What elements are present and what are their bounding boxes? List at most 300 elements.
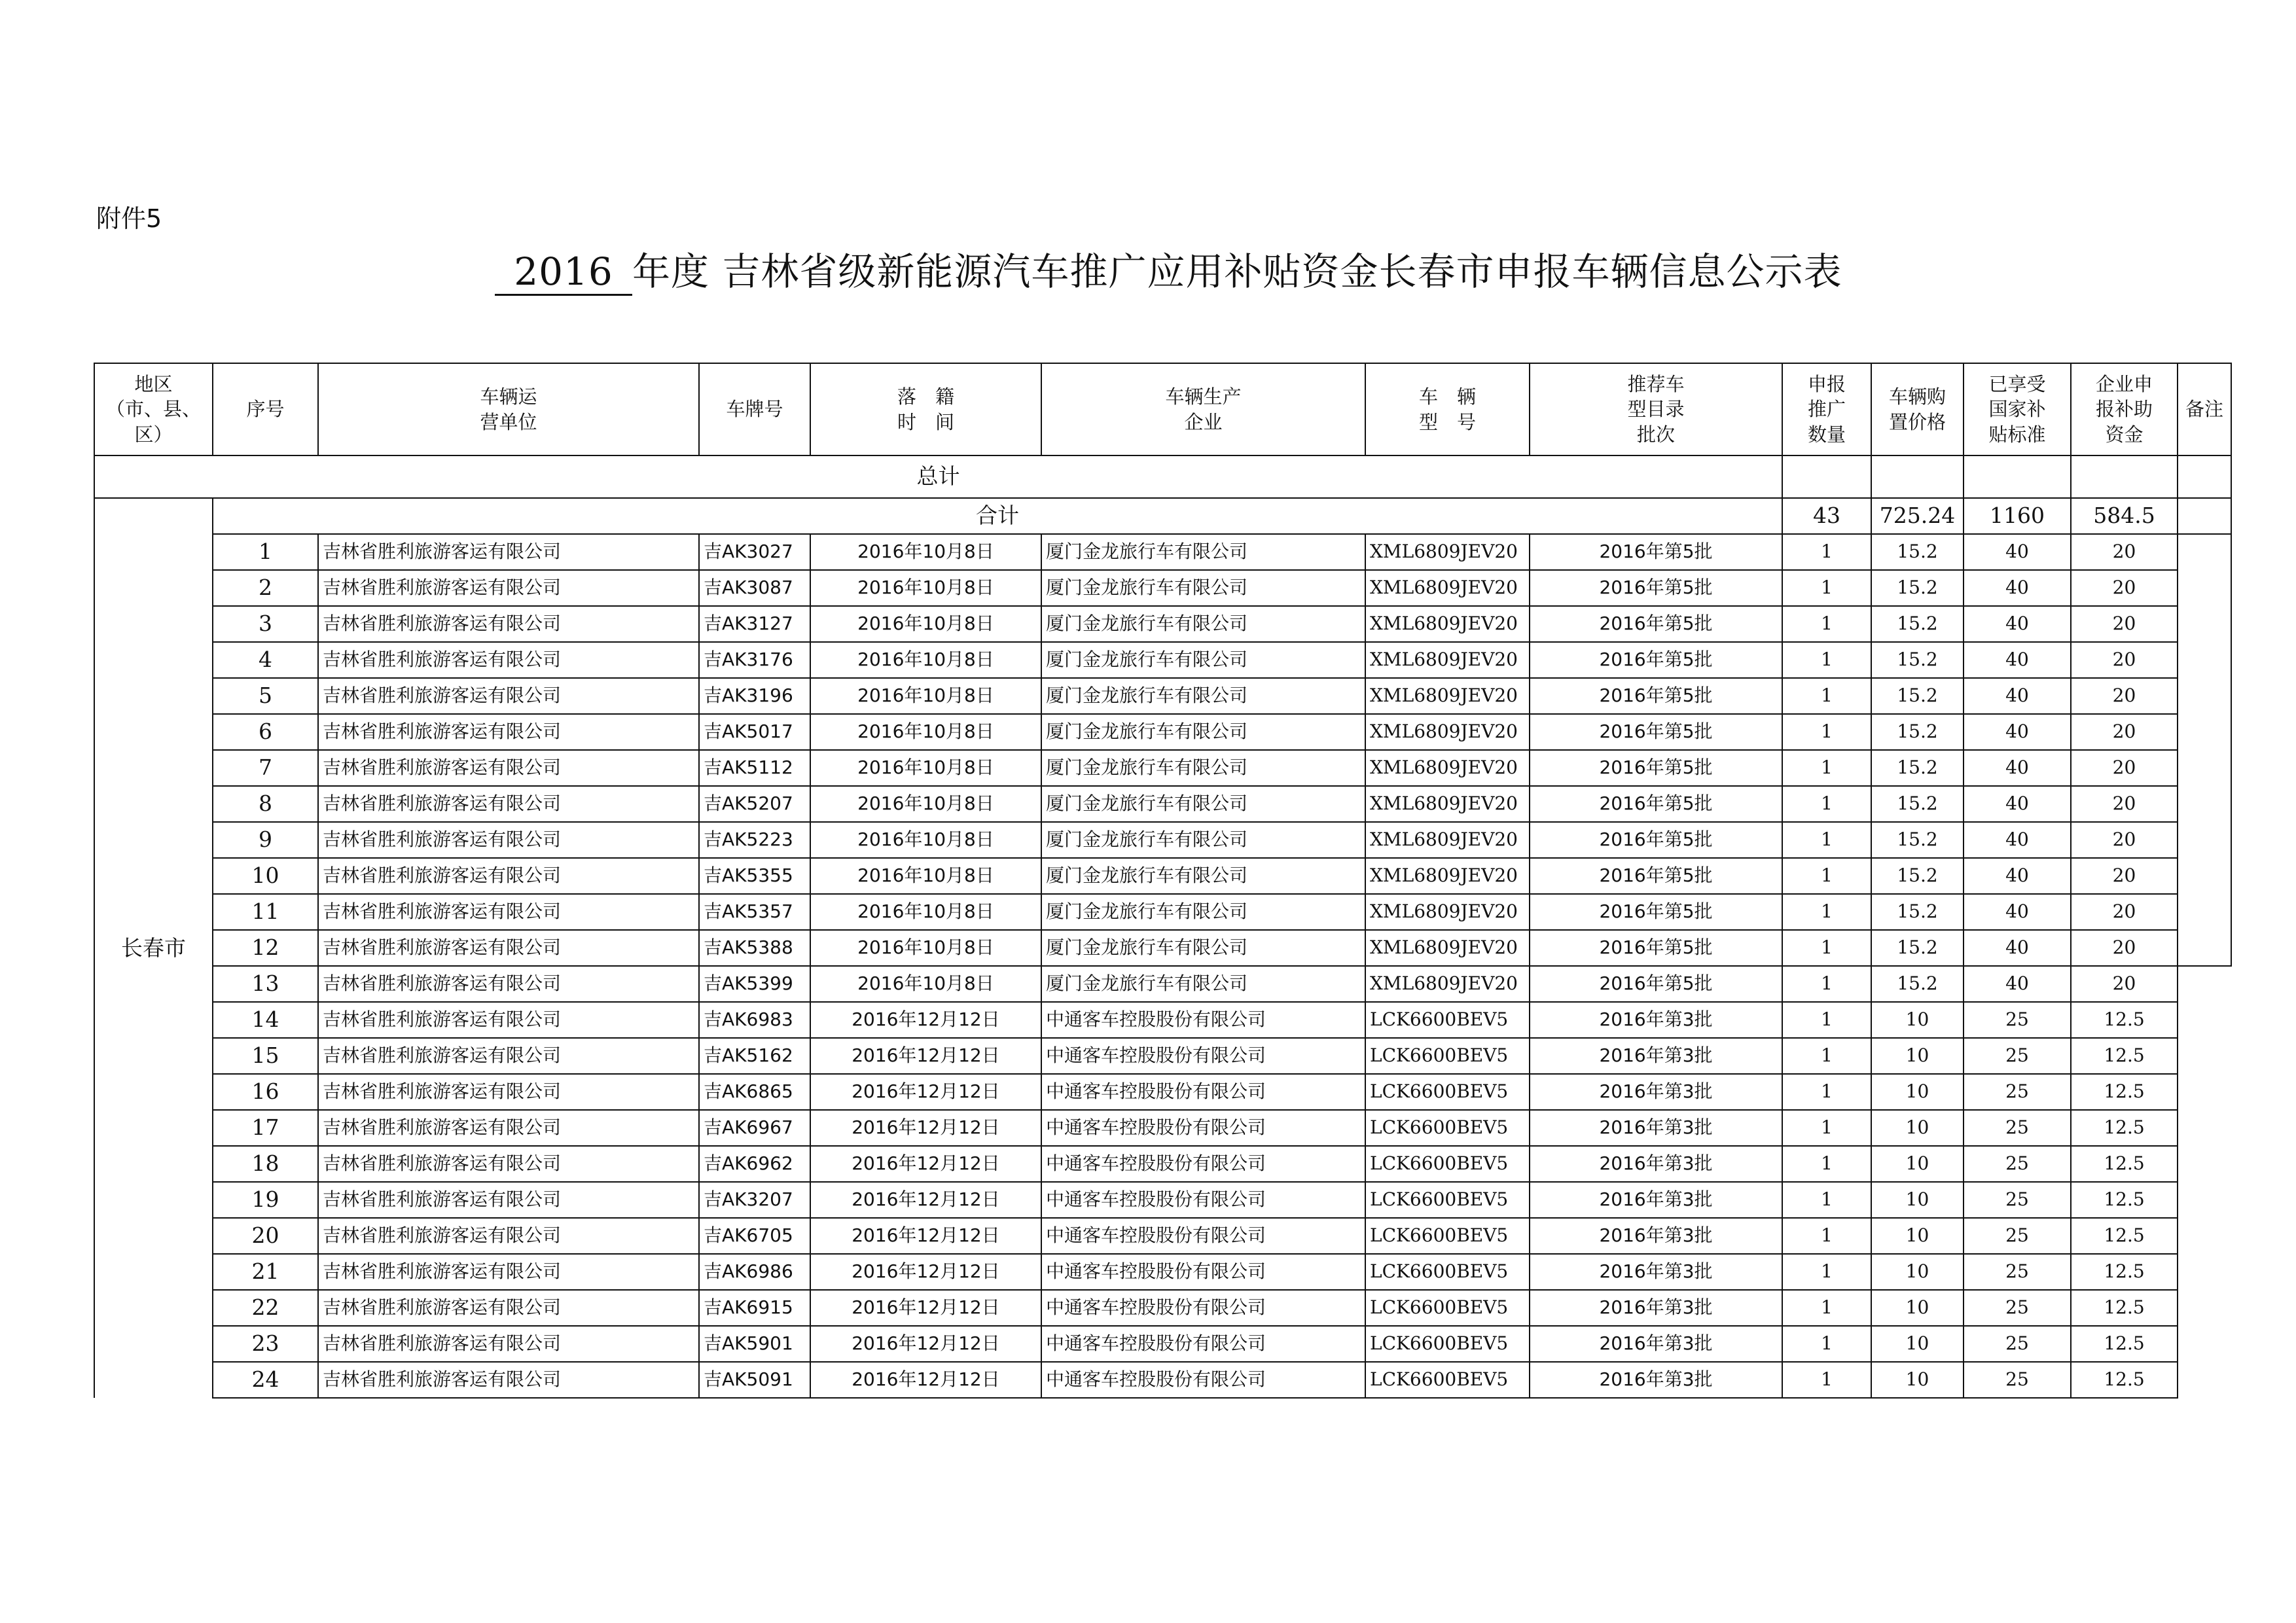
operator-cell: 吉林省胜利旅游客运有限公司 — [318, 786, 699, 822]
header-quantity: 申报 推广 数量 — [1782, 363, 1871, 455]
operator-cell: 吉林省胜利旅游客运有限公司 — [318, 1290, 699, 1326]
registration-date-cell: 2016年12月12日 — [810, 1110, 1041, 1146]
table-row — [94, 714, 2231, 750]
catalog-batch-cell: 2016年第5批 — [1530, 678, 1782, 714]
quantity-cell: 1 — [1782, 822, 1871, 858]
manufacturer-cell: 中通客车控股股份有限公司 — [1041, 1218, 1365, 1254]
registration-date-cell: 2016年10月8日 — [810, 858, 1041, 894]
subtotal-provincial-subsidy: 584.5 — [2071, 498, 2178, 534]
model-cell: XML6809JEV20 — [1365, 642, 1530, 678]
national-subsidy-cell: 40 — [1964, 786, 2071, 822]
seq-cell: 21 — [213, 1254, 318, 1290]
catalog-batch-cell: 2016年第5批 — [1530, 606, 1782, 642]
operator-cell: 吉林省胜利旅游客运有限公司 — [318, 570, 699, 606]
subtotal-quantity: 43 — [1782, 498, 1871, 534]
registration-date-cell: 2016年12月12日 — [810, 1290, 1041, 1326]
plate-cell: 吉AK5355 — [699, 858, 810, 894]
registration-date-cell: 2016年12月12日 — [810, 1362, 1041, 1398]
model-cell: XML6809JEV20 — [1365, 822, 1530, 858]
national-subsidy-cell: 25 — [1964, 1038, 2071, 1074]
region-cell: 长春市 — [94, 498, 213, 1398]
seq-cell: 10 — [213, 858, 318, 894]
catalog-batch-cell: 2016年第3批 — [1530, 1362, 1782, 1398]
operator-cell: 吉林省胜利旅游客运有限公司 — [318, 1182, 699, 1218]
manufacturer-cell: 中通客车控股股份有限公司 — [1041, 1326, 1365, 1362]
national-subsidy-cell: 40 — [1964, 858, 2071, 894]
quantity-cell: 1 — [1782, 1002, 1871, 1038]
plate-cell: 吉AK6986 — [699, 1254, 810, 1290]
manufacturer-cell: 中通客车控股股份有限公司 — [1041, 1146, 1365, 1182]
table-row — [94, 1002, 2231, 1038]
plate-cell: 吉AK3196 — [699, 678, 810, 714]
catalog-batch-cell: 2016年第5批 — [1530, 642, 1782, 678]
price-cell: 15.2 — [1871, 570, 1964, 606]
price-cell: 15.2 — [1871, 894, 1964, 930]
price-cell: 10 — [1871, 1362, 1964, 1398]
quantity-cell: 1 — [1782, 858, 1871, 894]
table-row — [94, 786, 2231, 822]
plate-cell: 吉AK6967 — [699, 1110, 810, 1146]
price-cell: 15.2 — [1871, 966, 1964, 1002]
quantity-cell: 1 — [1782, 1290, 1871, 1326]
catalog-batch-cell: 2016年第5批 — [1530, 570, 1782, 606]
price-cell: 10 — [1871, 1002, 1964, 1038]
price-cell: 10 — [1871, 1182, 1964, 1218]
provincial-subsidy-cell: 20 — [2071, 678, 2178, 714]
national-subsidy-cell: 25 — [1964, 1254, 2071, 1290]
catalog-batch-cell: 2016年第3批 — [1530, 1326, 1782, 1362]
table-row — [94, 1290, 2231, 1326]
seq-cell: 1 — [213, 534, 318, 570]
price-cell: 15.2 — [1871, 858, 1964, 894]
seq-cell: 15 — [213, 1038, 318, 1074]
plate-cell: 吉AK5901 — [699, 1326, 810, 1362]
table-row — [94, 1182, 2231, 1218]
registration-date-cell: 2016年12月12日 — [810, 1218, 1041, 1254]
quantity-cell: 1 — [1782, 570, 1871, 606]
header-row — [94, 363, 2231, 455]
manufacturer-cell: 厦门金龙旅行车有限公司 — [1041, 966, 1365, 1002]
manufacturer-cell: 厦门金龙旅行车有限公司 — [1041, 642, 1365, 678]
table-row — [94, 1146, 2231, 1182]
registration-date-cell: 2016年10月8日 — [810, 570, 1041, 606]
seq-cell: 3 — [213, 606, 318, 642]
quantity-cell: 1 — [1782, 678, 1871, 714]
national-subsidy-cell: 40 — [1964, 606, 2071, 642]
operator-cell: 吉林省胜利旅游客运有限公司 — [318, 894, 699, 930]
table-row — [94, 606, 2231, 642]
model-cell: XML6809JEV20 — [1365, 930, 1530, 966]
model-cell: LCK6600BEV5 — [1365, 1074, 1530, 1110]
provincial-subsidy-cell: 20 — [2071, 714, 2178, 750]
catalog-batch-cell: 2016年第3批 — [1530, 1038, 1782, 1074]
model-cell: LCK6600BEV5 — [1365, 1038, 1530, 1074]
model-cell: XML6809JEV20 — [1365, 678, 1530, 714]
registration-date-cell: 2016年12月12日 — [810, 1002, 1041, 1038]
price-cell: 10 — [1871, 1290, 1964, 1326]
manufacturer-cell: 厦门金龙旅行车有限公司 — [1041, 750, 1365, 786]
plate-cell: 吉AK3127 — [699, 606, 810, 642]
model-cell: XML6809JEV20 — [1365, 858, 1530, 894]
plate-cell: 吉AK5017 — [699, 714, 810, 750]
price-cell: 10 — [1871, 1254, 1964, 1290]
seq-cell: 9 — [213, 822, 318, 858]
table-row — [94, 1110, 2231, 1146]
provincial-subsidy-cell: 12.5 — [2071, 1038, 2178, 1074]
national-subsidy-cell: 40 — [1964, 714, 2071, 750]
operator-cell: 吉林省胜利旅游客运有限公司 — [318, 1110, 699, 1146]
registration-date-cell: 2016年12月12日 — [810, 1182, 1041, 1218]
seq-cell: 24 — [213, 1362, 318, 1398]
plate-cell: 吉AK5223 — [699, 822, 810, 858]
provincial-subsidy-cell: 20 — [2071, 534, 2178, 570]
model-cell: XML6809JEV20 — [1365, 606, 1530, 642]
grand-total-label: 总计 — [94, 455, 1782, 498]
plate-cell: 吉AK5207 — [699, 786, 810, 822]
catalog-batch-cell: 2016年第5批 — [1530, 822, 1782, 858]
model-cell: LCK6600BEV5 — [1365, 1182, 1530, 1218]
national-subsidy-cell: 25 — [1964, 1362, 2071, 1398]
table-row — [94, 1038, 2231, 1074]
price-cell: 10 — [1871, 1038, 1964, 1074]
national-subsidy-cell: 25 — [1964, 1110, 2071, 1146]
model-cell: XML6809JEV20 — [1365, 714, 1530, 750]
national-subsidy-cell: 40 — [1964, 570, 2071, 606]
operator-cell: 吉林省胜利旅游客运有限公司 — [318, 1038, 699, 1074]
grand-total-quantity — [1782, 455, 1871, 498]
manufacturer-cell: 厦门金龙旅行车有限公司 — [1041, 822, 1365, 858]
price-cell: 10 — [1871, 1218, 1964, 1254]
operator-cell: 吉林省胜利旅游客运有限公司 — [318, 966, 699, 1002]
provincial-subsidy-cell: 12.5 — [2071, 1110, 2178, 1146]
header-price: 车辆购 置价格 — [1871, 363, 1964, 455]
provincial-subsidy-cell: 12.5 — [2071, 1290, 2178, 1326]
provincial-subsidy-cell: 20 — [2071, 786, 2178, 822]
header-operator: 车辆运 营单位 — [318, 363, 699, 455]
operator-cell: 吉林省胜利旅游客运有限公司 — [318, 714, 699, 750]
catalog-batch-cell: 2016年第3批 — [1530, 1002, 1782, 1038]
model-cell: LCK6600BEV5 — [1365, 1110, 1530, 1146]
seq-cell: 12 — [213, 930, 318, 966]
provincial-subsidy-cell: 20 — [2071, 822, 2178, 858]
national-subsidy-cell: 40 — [1964, 750, 2071, 786]
quantity-cell: 1 — [1782, 1182, 1871, 1218]
quantity-cell: 1 — [1782, 1110, 1871, 1146]
plate-cell: 吉AK6983 — [699, 1002, 810, 1038]
table-row — [94, 1074, 2231, 1110]
seq-cell: 14 — [213, 1002, 318, 1038]
plate-cell: 吉AK6705 — [699, 1218, 810, 1254]
provincial-subsidy-cell: 12.5 — [2071, 1254, 2178, 1290]
provincial-subsidy-cell: 12.5 — [2071, 1182, 2178, 1218]
price-cell: 10 — [1871, 1074, 1964, 1110]
quantity-cell: 1 — [1782, 1074, 1871, 1110]
plate-cell: 吉AK5162 — [699, 1038, 810, 1074]
subtotal-price: 725.24 — [1871, 498, 1964, 534]
catalog-batch-cell: 2016年第5批 — [1530, 714, 1782, 750]
header-plate: 车牌号 — [699, 363, 810, 455]
quantity-cell: 1 — [1782, 714, 1871, 750]
quantity-cell: 1 — [1782, 750, 1871, 786]
model-cell: LCK6600BEV5 — [1365, 1218, 1530, 1254]
operator-cell: 吉林省胜利旅游客运有限公司 — [318, 750, 699, 786]
operator-cell: 吉林省胜利旅游客运有限公司 — [318, 858, 699, 894]
provincial-subsidy-cell: 20 — [2071, 642, 2178, 678]
plate-cell: 吉AK6962 — [699, 1146, 810, 1182]
national-subsidy-cell: 40 — [1964, 930, 2071, 966]
registration-date-cell: 2016年10月8日 — [810, 894, 1041, 930]
model-cell: LCK6600BEV5 — [1365, 1146, 1530, 1182]
plate-cell: 吉AK5388 — [699, 930, 810, 966]
national-subsidy-cell: 40 — [1964, 678, 2071, 714]
price-cell: 15.2 — [1871, 750, 1964, 786]
national-subsidy-cell: 40 — [1964, 894, 2071, 930]
manufacturer-cell: 厦门金龙旅行车有限公司 — [1041, 714, 1365, 750]
seq-cell: 18 — [213, 1146, 318, 1182]
header-national-subsidy: 已享受 国家补 贴标准 — [1964, 363, 2071, 455]
manufacturer-cell: 厦门金龙旅行车有限公司 — [1041, 678, 1365, 714]
seq-cell: 8 — [213, 786, 318, 822]
attachment-label: 附件5 — [96, 204, 162, 233]
catalog-batch-cell: 2016年第5批 — [1530, 750, 1782, 786]
title-text: 年度 吉林省级新能源汽车推广应用补贴资金长春市申报车辆信息公示表 — [632, 249, 1842, 294]
registration-date-cell: 2016年10月8日 — [810, 678, 1041, 714]
catalog-batch-cell: 2016年第3批 — [1530, 1074, 1782, 1110]
price-cell: 10 — [1871, 1326, 1964, 1362]
model-cell: XML6809JEV20 — [1365, 966, 1530, 1002]
provincial-subsidy-cell: 12.5 — [2071, 1362, 2178, 1398]
operator-cell: 吉林省胜利旅游客运有限公司 — [318, 1254, 699, 1290]
catalog-batch-cell: 2016年第5批 — [1530, 966, 1782, 1002]
manufacturer-cell: 中通客车控股股份有限公司 — [1041, 1074, 1365, 1110]
catalog-batch-cell: 2016年第3批 — [1530, 1290, 1782, 1326]
manufacturer-cell: 中通客车控股股份有限公司 — [1041, 1290, 1365, 1326]
provincial-subsidy-cell: 20 — [2071, 966, 2178, 1002]
operator-cell: 吉林省胜利旅游客运有限公司 — [318, 678, 699, 714]
provincial-subsidy-cell: 12.5 — [2071, 1002, 2178, 1038]
subtotal-national-subsidy: 1160 — [1964, 498, 2071, 534]
model-cell: XML6809JEV20 — [1365, 786, 1530, 822]
price-cell: 15.2 — [1871, 822, 1964, 858]
model-cell: XML6809JEV20 — [1365, 894, 1530, 930]
header-remark: 备注 — [2178, 363, 2231, 455]
price-cell: 15.2 — [1871, 786, 1964, 822]
operator-cell: 吉林省胜利旅游客运有限公司 — [318, 1074, 699, 1110]
manufacturer-cell: 中通客车控股股份有限公司 — [1041, 1002, 1365, 1038]
table-row — [94, 1254, 2231, 1290]
model-cell: LCK6600BEV5 — [1365, 1290, 1530, 1326]
model-cell: LCK6600BEV5 — [1365, 1362, 1530, 1398]
subtotal-remark — [2178, 498, 2231, 534]
catalog-batch-cell: 2016年第3批 — [1530, 1218, 1782, 1254]
table-row — [94, 966, 2231, 1002]
catalog-batch-cell: 2016年第3批 — [1530, 1146, 1782, 1182]
grand-total-provincial — [2071, 455, 2178, 498]
table-row — [94, 822, 2231, 858]
quantity-cell: 1 — [1782, 786, 1871, 822]
catalog-batch-cell: 2016年第5批 — [1530, 786, 1782, 822]
plate-cell: 吉AK3027 — [699, 534, 810, 570]
seq-cell: 11 — [213, 894, 318, 930]
header-provincial-subsidy: 企业申 报补助 资金 — [2071, 363, 2178, 455]
quantity-cell: 1 — [1782, 1254, 1871, 1290]
header-registration-time: 落 籍 时 间 — [810, 363, 1041, 455]
national-subsidy-cell: 25 — [1964, 1182, 2071, 1218]
registration-date-cell: 2016年10月8日 — [810, 606, 1041, 642]
national-subsidy-cell: 25 — [1964, 1146, 2071, 1182]
quantity-cell: 1 — [1782, 894, 1871, 930]
table-row — [94, 858, 2231, 894]
registration-date-cell: 2016年12月12日 — [810, 1146, 1041, 1182]
quantity-cell: 1 — [1782, 1326, 1871, 1362]
seq-cell: 23 — [213, 1326, 318, 1362]
table-row — [94, 570, 2231, 606]
operator-cell: 吉林省胜利旅游客运有限公司 — [318, 606, 699, 642]
provincial-subsidy-cell: 12.5 — [2071, 1146, 2178, 1182]
plate-cell: 吉AK5357 — [699, 894, 810, 930]
national-subsidy-cell: 25 — [1964, 1074, 2071, 1110]
seq-cell: 4 — [213, 642, 318, 678]
quantity-cell: 1 — [1782, 966, 1871, 1002]
quantity-cell: 1 — [1782, 534, 1871, 570]
quantity-cell: 1 — [1782, 1218, 1871, 1254]
page-title — [495, 241, 1842, 296]
operator-cell: 吉林省胜利旅游客运有限公司 — [318, 534, 699, 570]
seq-cell: 2 — [213, 570, 318, 606]
provincial-subsidy-cell: 20 — [2071, 894, 2178, 930]
model-cell: XML6809JEV20 — [1365, 570, 1530, 606]
registration-date-cell: 2016年10月8日 — [810, 786, 1041, 822]
grand-total-row — [94, 455, 2231, 498]
operator-cell: 吉林省胜利旅游客运有限公司 — [318, 1146, 699, 1182]
grand-total-remark — [2178, 455, 2231, 498]
national-subsidy-cell: 40 — [1964, 642, 2071, 678]
subtotal-label: 合计 — [213, 498, 1782, 534]
registration-date-cell: 2016年10月8日 — [810, 750, 1041, 786]
table-row — [94, 534, 2231, 570]
quantity-cell: 1 — [1782, 930, 1871, 966]
price-cell: 15.2 — [1871, 534, 1964, 570]
remark-cell — [2178, 966, 2231, 1398]
model-cell: LCK6600BEV5 — [1365, 1326, 1530, 1362]
quantity-cell: 1 — [1782, 1146, 1871, 1182]
table-row — [94, 1218, 2231, 1254]
manufacturer-cell: 厦门金龙旅行车有限公司 — [1041, 606, 1365, 642]
plate-cell: 吉AK6865 — [699, 1074, 810, 1110]
manufacturer-cell: 中通客车控股股份有限公司 — [1041, 1362, 1365, 1398]
table-row — [94, 1326, 2231, 1362]
seq-cell: 17 — [213, 1110, 318, 1146]
table-row — [94, 1362, 2231, 1398]
registration-date-cell: 2016年10月8日 — [810, 642, 1041, 678]
registration-date-cell: 2016年10月8日 — [810, 534, 1041, 570]
grand-total-national — [1964, 455, 2071, 498]
national-subsidy-cell: 25 — [1964, 1326, 2071, 1362]
plate-cell: 吉AK3207 — [699, 1182, 810, 1218]
seq-cell: 22 — [213, 1290, 318, 1326]
provincial-subsidy-cell: 20 — [2071, 750, 2178, 786]
table-row — [94, 678, 2231, 714]
seq-cell: 20 — [213, 1218, 318, 1254]
price-cell: 10 — [1871, 1146, 1964, 1182]
table-row — [94, 894, 2231, 930]
registration-date-cell: 2016年12月12日 — [810, 1254, 1041, 1290]
registration-date-cell: 2016年10月8日 — [810, 714, 1041, 750]
provincial-subsidy-cell: 12.5 — [2071, 1218, 2178, 1254]
vehicle-info-table — [94, 363, 2232, 1399]
price-cell: 15.2 — [1871, 606, 1964, 642]
header-model: 车 辆 型 号 — [1365, 363, 1530, 455]
header-region: 地区 （市、县、 区） — [94, 363, 213, 455]
provincial-subsidy-cell: 20 — [2071, 606, 2178, 642]
model-cell: LCK6600BEV5 — [1365, 1254, 1530, 1290]
seq-cell: 6 — [213, 714, 318, 750]
operator-cell: 吉林省胜利旅游客运有限公司 — [318, 1002, 699, 1038]
plate-cell: 吉AK5399 — [699, 966, 810, 1002]
operator-cell: 吉林省胜利旅游客运有限公司 — [318, 1218, 699, 1254]
national-subsidy-cell: 25 — [1964, 1002, 2071, 1038]
operator-cell: 吉林省胜利旅游客运有限公司 — [318, 1362, 699, 1398]
provincial-subsidy-cell: 12.5 — [2071, 1326, 2178, 1362]
plate-cell: 吉AK3176 — [699, 642, 810, 678]
operator-cell: 吉林省胜利旅游客运有限公司 — [318, 1326, 699, 1362]
table-row — [94, 642, 2231, 678]
remark-cell — [2178, 534, 2231, 966]
catalog-batch-cell: 2016年第3批 — [1530, 1182, 1782, 1218]
quantity-cell: 1 — [1782, 642, 1871, 678]
provincial-subsidy-cell: 20 — [2071, 858, 2178, 894]
plate-cell: 吉AK5091 — [699, 1362, 810, 1398]
national-subsidy-cell: 40 — [1964, 534, 2071, 570]
table-row — [94, 750, 2231, 786]
seq-cell: 5 — [213, 678, 318, 714]
operator-cell: 吉林省胜利旅游客运有限公司 — [318, 822, 699, 858]
registration-date-cell: 2016年12月12日 — [810, 1074, 1041, 1110]
seq-cell: 16 — [213, 1074, 318, 1110]
national-subsidy-cell: 25 — [1964, 1290, 2071, 1326]
model-cell: XML6809JEV20 — [1365, 750, 1530, 786]
manufacturer-cell: 中通客车控股股份有限公司 — [1041, 1110, 1365, 1146]
registration-date-cell: 2016年10月8日 — [810, 822, 1041, 858]
catalog-batch-cell: 2016年第5批 — [1530, 858, 1782, 894]
price-cell: 15.2 — [1871, 678, 1964, 714]
catalog-batch-cell: 2016年第5批 — [1530, 930, 1782, 966]
plate-cell: 吉AK3087 — [699, 570, 810, 606]
manufacturer-cell: 厦门金龙旅行车有限公司 — [1041, 894, 1365, 930]
manufacturer-cell: 中通客车控股股份有限公司 — [1041, 1254, 1365, 1290]
operator-cell: 吉林省胜利旅游客运有限公司 — [318, 642, 699, 678]
seq-cell: 7 — [213, 750, 318, 786]
national-subsidy-cell: 40 — [1964, 822, 2071, 858]
provincial-subsidy-cell: 20 — [2071, 570, 2178, 606]
manufacturer-cell: 厦门金龙旅行车有限公司 — [1041, 534, 1365, 570]
model-cell: XML6809JEV20 — [1365, 534, 1530, 570]
manufacturer-cell: 中通客车控股股份有限公司 — [1041, 1038, 1365, 1074]
model-cell: LCK6600BEV5 — [1365, 1002, 1530, 1038]
manufacturer-cell: 厦门金龙旅行车有限公司 — [1041, 786, 1365, 822]
operator-cell: 吉林省胜利旅游客运有限公司 — [318, 930, 699, 966]
price-cell: 15.2 — [1871, 714, 1964, 750]
header-catalog-batch: 推荐车 型目录 批次 — [1530, 363, 1782, 455]
header-seq: 序号 — [213, 363, 318, 455]
plate-cell: 吉AK6915 — [699, 1290, 810, 1326]
registration-date-cell: 2016年12月12日 — [810, 1038, 1041, 1074]
manufacturer-cell: 厦门金龙旅行车有限公司 — [1041, 930, 1365, 966]
price-cell: 15.2 — [1871, 930, 1964, 966]
registration-date-cell: 2016年12月12日 — [810, 1326, 1041, 1362]
registration-date-cell: 2016年10月8日 — [810, 930, 1041, 966]
subtotal-row — [94, 498, 2231, 534]
